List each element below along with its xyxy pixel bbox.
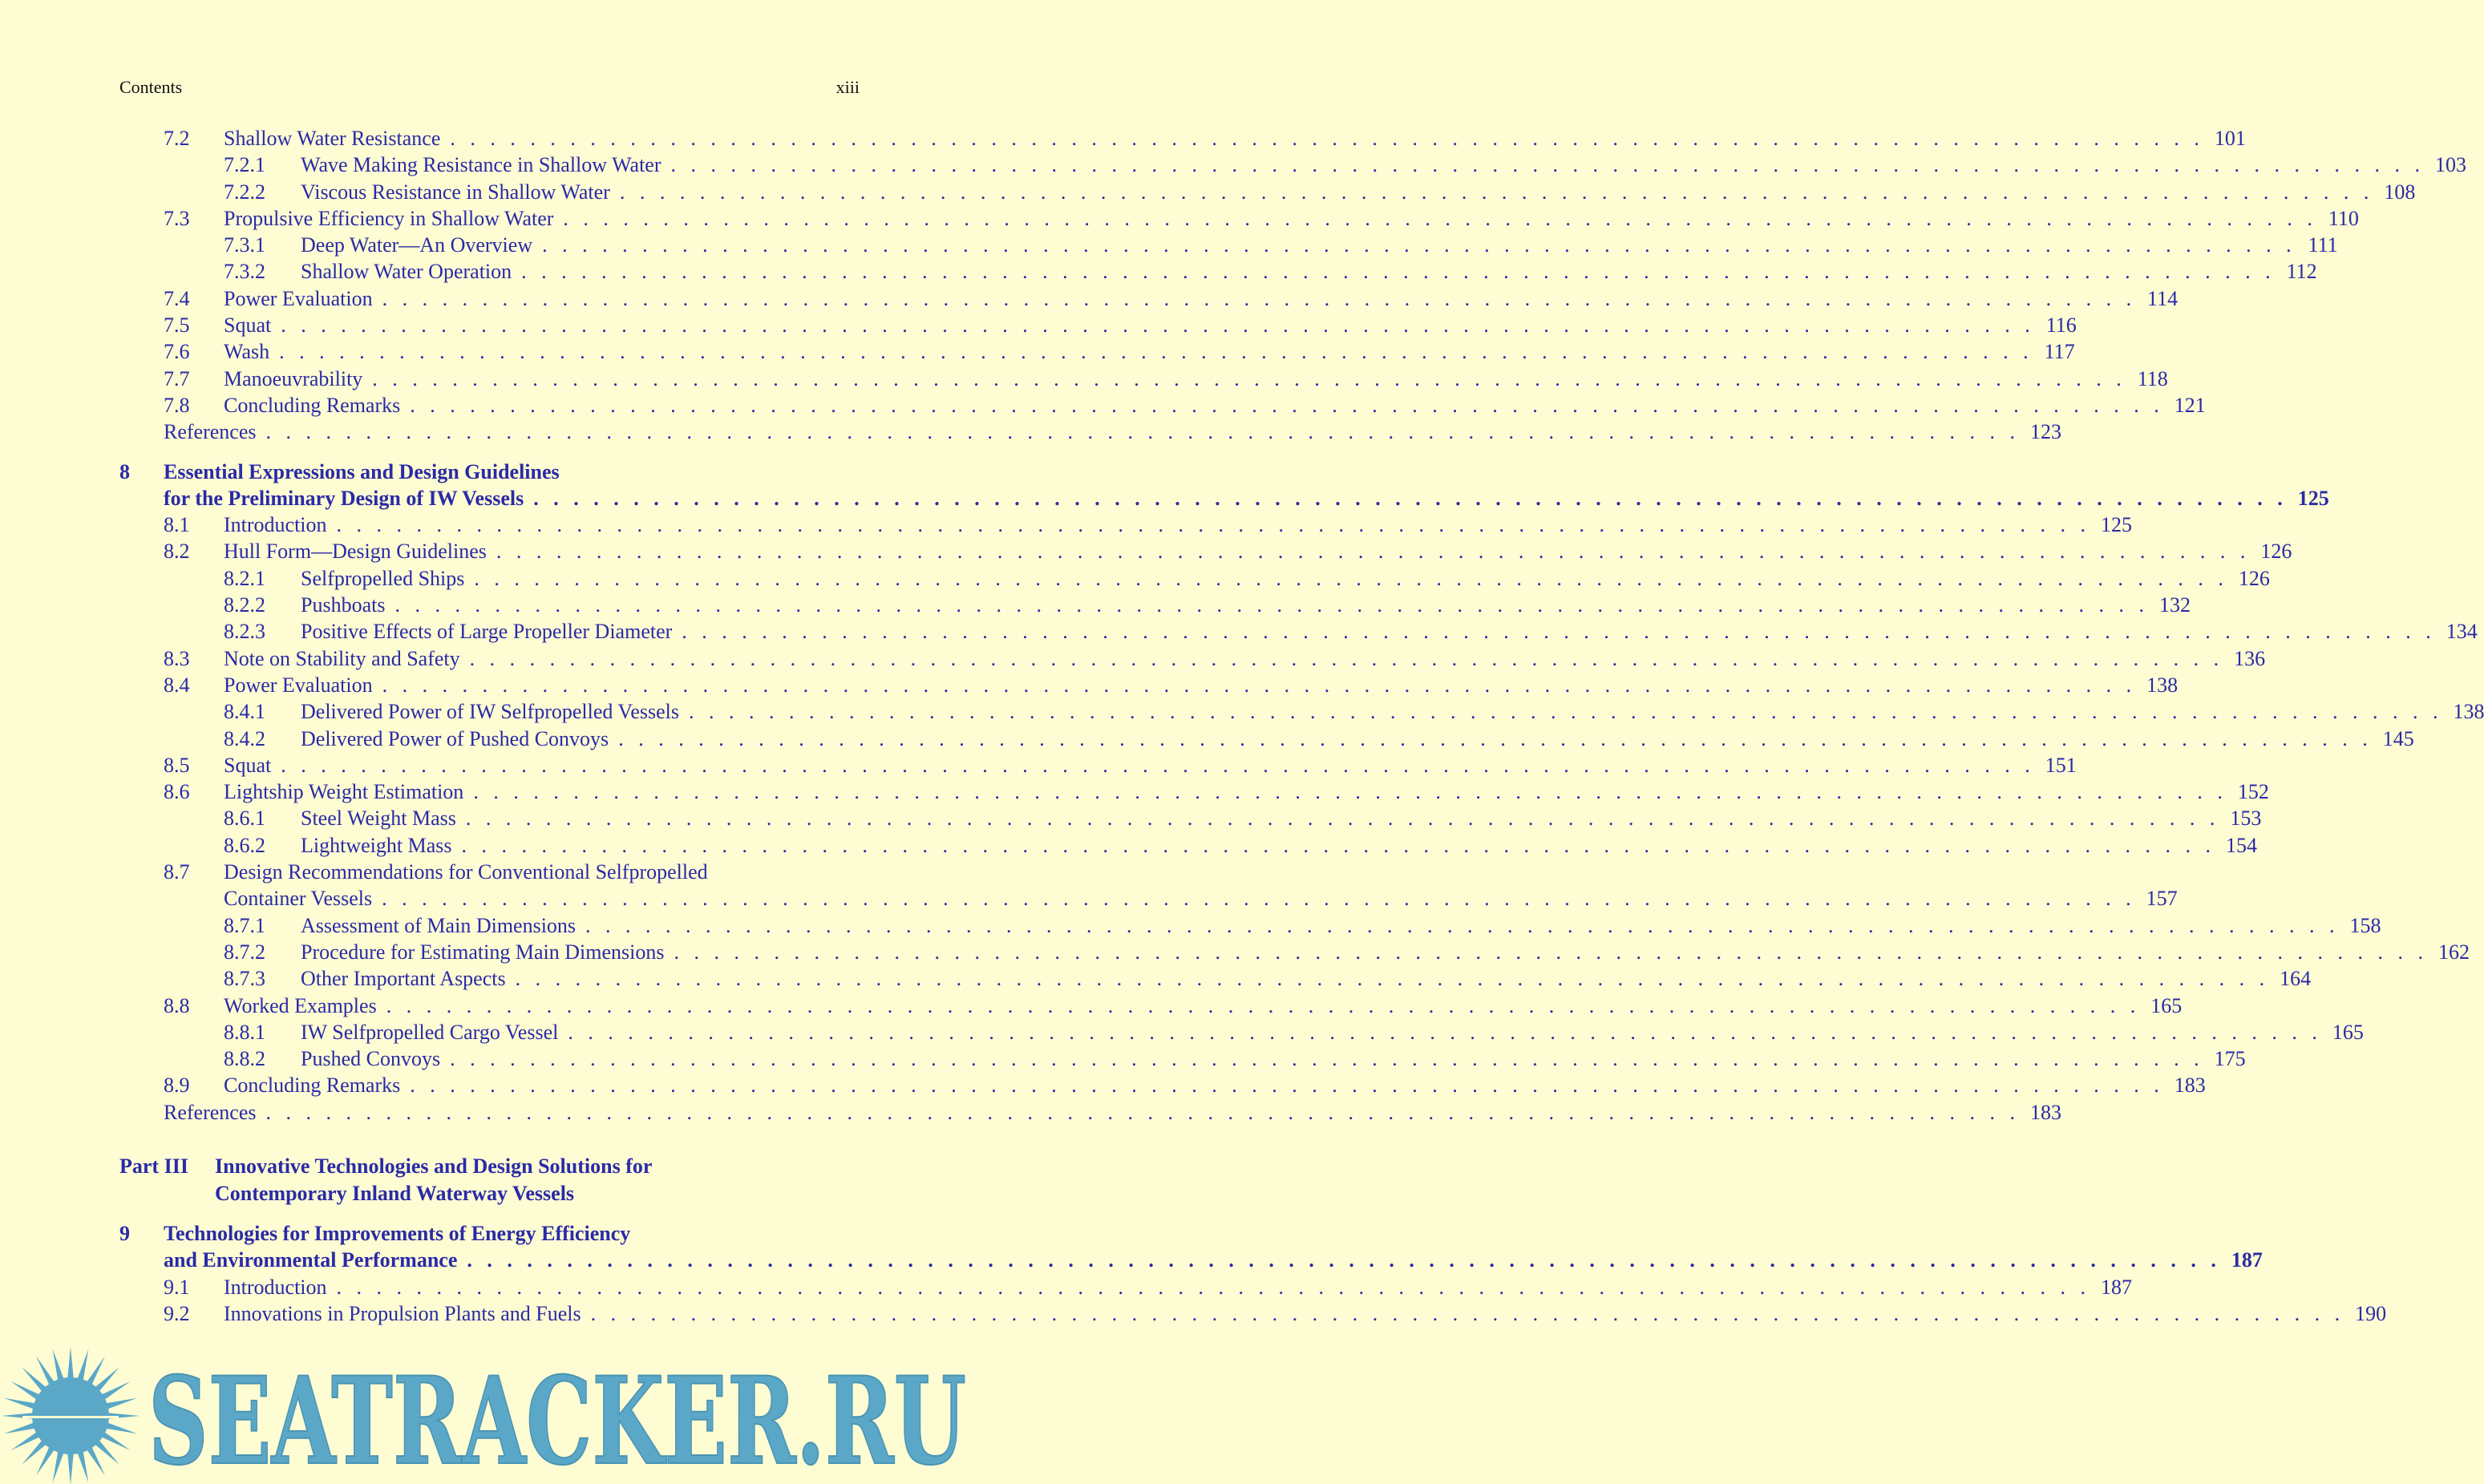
toc-section-number: 8.6 bbox=[164, 780, 190, 804]
toc-section-number: 7.2 bbox=[164, 127, 190, 150]
toc-subsection-number: 7.3.1 bbox=[224, 233, 265, 257]
toc-entry[interactable] bbox=[119, 940, 2470, 967]
toc-leader-dots bbox=[450, 1047, 2204, 1071]
toc-leader-dots bbox=[585, 914, 2340, 938]
toc-subsection-number: 8.7.1 bbox=[224, 913, 265, 937]
toc-entry-title: Wash bbox=[224, 340, 270, 364]
toc-leader-dots bbox=[382, 887, 2136, 911]
toc-section-number: 8.3 bbox=[164, 646, 190, 670]
toc-entry-title: Introduction bbox=[224, 1275, 327, 1299]
toc-entry-title: Worked Examples bbox=[224, 993, 377, 1017]
toc-leader-dots bbox=[265, 1101, 2020, 1125]
toc-leader-dots bbox=[386, 994, 2141, 1018]
toc-entry[interactable] bbox=[119, 1301, 2387, 1328]
page-number: xiii bbox=[835, 77, 860, 97]
toc-leader-dots bbox=[337, 513, 2091, 537]
toc-leader-dots bbox=[496, 540, 2251, 564]
toc-entry-title: Manoeuvrability bbox=[224, 366, 363, 390]
toc-entry[interactable] bbox=[119, 753, 2077, 780]
toc-entry-title: Lightship Weight Estimation bbox=[224, 780, 464, 804]
toc-leader-dots bbox=[281, 313, 2035, 338]
toc-page-number: 187 bbox=[2231, 1248, 2263, 1272]
toc-entry-title: Essential Expressions and Design Guidelines bbox=[164, 459, 560, 483]
toc-entry-title: Squat bbox=[224, 753, 272, 777]
toc-page-number: 187 bbox=[2101, 1275, 2133, 1299]
toc-entry-title: Other Important Aspects bbox=[301, 967, 506, 991]
toc-entry[interactable] bbox=[119, 1275, 2133, 1302]
sun-logo-icon bbox=[2, 1347, 140, 1484]
toc-page-number: 126 bbox=[2238, 566, 2270, 590]
toc-entry[interactable] bbox=[119, 593, 2191, 620]
toc-page-number: 138 bbox=[2453, 700, 2484, 724]
toc-entry-title: and Environmental Performance bbox=[164, 1248, 458, 1272]
toc-page-number: 162 bbox=[2437, 940, 2470, 964]
toc-entry[interactable] bbox=[119, 366, 2168, 394]
sun-ray bbox=[53, 1349, 65, 1383]
toc-page-number: 103 bbox=[2435, 153, 2467, 177]
toc-entry[interactable] bbox=[119, 393, 2206, 420]
toc-page-number: 190 bbox=[2355, 1301, 2387, 1325]
toc-entry[interactable] bbox=[119, 860, 860, 887]
toc-entry-title: Squat bbox=[224, 313, 272, 338]
toc-entry-title: Lightweight Mass bbox=[301, 833, 452, 857]
toc-entry[interactable] bbox=[119, 993, 2183, 1021]
running-head bbox=[119, 77, 860, 98]
toc-subsection-number: 8.2.2 bbox=[224, 593, 265, 617]
toc-section-number: 8.7 bbox=[164, 860, 190, 884]
toc-entry[interactable] bbox=[119, 1248, 2263, 1275]
toc-entry[interactable] bbox=[119, 233, 2338, 260]
toc-entry-title: Wave Making Resistance in Shallow Water bbox=[301, 153, 661, 177]
toc-leader-dots bbox=[372, 367, 2126, 391]
toc-leader-dots bbox=[410, 1074, 2164, 1098]
toc-entry[interactable] bbox=[119, 127, 2246, 153]
toc-page-number: 164 bbox=[2280, 967, 2312, 991]
toc-page-number: 134 bbox=[2446, 620, 2478, 644]
running-head-title: Contents bbox=[119, 77, 183, 97]
toc-entry-title: Deep Water—An Overview bbox=[301, 233, 533, 257]
toc-page-number: 136 bbox=[2234, 646, 2266, 670]
toc-entry-title: Innovations in Propulsion Plants and Fuels bbox=[224, 1301, 581, 1325]
toc-entry-title: Introduction bbox=[224, 513, 327, 537]
toc-entry[interactable] bbox=[119, 967, 2312, 993]
toc-page-number: 152 bbox=[2237, 780, 2269, 804]
toc-leader-dots bbox=[474, 567, 2228, 591]
toc-entry[interactable] bbox=[119, 646, 2266, 673]
toc-page-number: 145 bbox=[2382, 726, 2414, 750]
sun-ray bbox=[77, 1349, 89, 1383]
toc-page-number: 183 bbox=[2174, 1074, 2206, 1098]
toc-page-number: 125 bbox=[2101, 513, 2133, 537]
toc-leader-dots bbox=[467, 1248, 2221, 1272]
toc-entry[interactable] bbox=[119, 260, 2317, 286]
toc-entry-title: Propulsive Efficiency in Shallow Water bbox=[224, 206, 554, 230]
toc-entry-title: Technologies for Improvements of Energy Efficiency bbox=[164, 1221, 631, 1245]
toc-page-number: 175 bbox=[2214, 1047, 2246, 1071]
toc-entry[interactable] bbox=[119, 887, 2178, 913]
toc-leader-dots bbox=[279, 340, 2033, 364]
toc-page-number: 125 bbox=[2297, 486, 2329, 510]
toc-entry[interactable] bbox=[119, 700, 2484, 726]
toc-chapter-number: 8 bbox=[119, 459, 130, 483]
sun-ray bbox=[53, 1449, 65, 1482]
toc-leader-dots bbox=[533, 487, 2288, 511]
sun-ray bbox=[103, 1422, 137, 1434]
toc-leader-dots bbox=[281, 754, 2035, 778]
toc-entry-title: Hull Form—Design Guidelines bbox=[224, 540, 487, 564]
toc-leader-dots bbox=[265, 420, 2020, 444]
toc-page-number: 101 bbox=[2214, 127, 2246, 150]
toc-entry-title: for the Preliminary Design of IW Vessels bbox=[164, 486, 524, 510]
sun-ray bbox=[103, 1398, 137, 1410]
watermark-text: SEATRACKER.RU bbox=[148, 1351, 966, 1484]
toc-entry[interactable] bbox=[119, 1074, 2206, 1100]
toc-page-number: 118 bbox=[2137, 366, 2168, 390]
toc-entry[interactable] bbox=[119, 780, 2269, 807]
toc-entry-title: Assessment of Main Dimensions bbox=[301, 913, 576, 937]
toc-entry-title: Note on Stability and Safety bbox=[224, 646, 460, 670]
toc-page-number: 132 bbox=[2158, 593, 2191, 617]
toc-leader-dots bbox=[689, 700, 2443, 724]
toc-entry[interactable] bbox=[119, 486, 2329, 513]
toc-leader-dots bbox=[563, 207, 2317, 231]
toc-section-number: 8.5 bbox=[164, 753, 190, 777]
toc-entry-title: References bbox=[164, 1100, 257, 1124]
toc-leader-dots bbox=[466, 807, 2220, 831]
toc-section-number: 7.7 bbox=[164, 366, 190, 390]
toc-entry-title: Steel Weight Mass bbox=[301, 807, 456, 831]
toc-entry-title: Design Recommendations for Conventional Selfpropelled bbox=[224, 860, 708, 884]
toc-section-number: 8.1 bbox=[164, 513, 190, 537]
toc-section-number: 8.2 bbox=[164, 540, 190, 564]
toc-section-number: 7.4 bbox=[164, 286, 190, 310]
toc-subsection-number: 8.4.2 bbox=[224, 726, 265, 750]
toc-page-number: 183 bbox=[2029, 1100, 2061, 1124]
toc-leader-dots bbox=[473, 780, 2227, 804]
toc-entry-title: Power Evaluation bbox=[224, 286, 373, 310]
toc-subsection-number: 7.2.1 bbox=[224, 153, 265, 177]
toc-page-number: 121 bbox=[2174, 393, 2206, 417]
toc-entry[interactable] bbox=[119, 420, 2061, 447]
toc-part-heading[interactable] bbox=[119, 1182, 860, 1209]
toc-page-number: 123 bbox=[2029, 420, 2061, 444]
toc-chapter-number: 9 bbox=[119, 1221, 130, 1245]
toc-subsection-number: 8.8.1 bbox=[224, 1020, 265, 1044]
toc-leader-dots bbox=[591, 1302, 2345, 1326]
toc-page-number: 158 bbox=[2349, 913, 2381, 937]
toc-subsection-number: 8.2.3 bbox=[224, 620, 265, 644]
toc-entry[interactable] bbox=[119, 540, 2292, 566]
toc-section-number: 8.4 bbox=[164, 673, 190, 697]
toc-page-number: 117 bbox=[2044, 340, 2075, 364]
toc-entry[interactable] bbox=[119, 153, 2467, 180]
toc-page-number: 153 bbox=[2230, 807, 2262, 831]
toc-subsection-number: 8.6.1 bbox=[224, 807, 265, 831]
toc-entry[interactable] bbox=[119, 620, 2478, 646]
toc-page-number: 151 bbox=[2045, 753, 2077, 777]
watermark bbox=[0, 1347, 979, 1484]
toc-entry-title: Delivered Power of Pushed Convoys bbox=[301, 726, 609, 750]
toc-leader-dots bbox=[382, 673, 2137, 698]
toc-section-number: 7.3 bbox=[164, 206, 190, 230]
table-of-contents bbox=[119, 127, 2484, 1328]
toc-part-title: Contemporary Inland Waterway Vessels bbox=[215, 1181, 575, 1205]
toc-entry[interactable] bbox=[119, 673, 2179, 700]
toc-subsection-number: 7.2.2 bbox=[224, 180, 265, 204]
toc-entry[interactable] bbox=[119, 1047, 2246, 1074]
toc-page-number: 165 bbox=[2150, 993, 2183, 1017]
toc-entry[interactable] bbox=[119, 807, 2262, 833]
toc-leader-dots bbox=[394, 593, 2149, 617]
toc-entry-title: Pushboats bbox=[301, 593, 386, 617]
toc-entry[interactable] bbox=[119, 313, 2077, 340]
toc-entry-title: Power Evaluation bbox=[224, 673, 373, 697]
toc-page-number: 116 bbox=[2045, 313, 2077, 338]
toc-subsection-number: 8.8.2 bbox=[224, 1047, 265, 1071]
toc-leader-dots bbox=[470, 647, 2224, 671]
toc-leader-dots bbox=[542, 233, 2296, 257]
toc-entry[interactable] bbox=[119, 286, 2179, 313]
toc-leader-dots bbox=[674, 940, 2428, 964]
toc-leader-dots bbox=[516, 967, 2270, 991]
toc-part-heading[interactable] bbox=[119, 1154, 860, 1182]
toc-entry[interactable] bbox=[119, 566, 2270, 593]
toc-page-number: 138 bbox=[2146, 673, 2179, 697]
toc-entry-title: Delivered Power of IW Selfpropelled Vessels bbox=[301, 700, 679, 724]
toc-entry-title: Pushed Convoys bbox=[301, 1047, 441, 1071]
toc-page-number: 112 bbox=[2286, 260, 2317, 284]
toc-part-number: Part III bbox=[119, 1154, 188, 1178]
toc-entry-title: Container Vessels bbox=[224, 887, 373, 911]
toc-leader-dots bbox=[682, 620, 2436, 644]
toc-section-number: 7.8 bbox=[164, 393, 190, 417]
toc-leader-dots bbox=[620, 180, 2374, 204]
toc-entry-title: Shallow Water Resistance bbox=[224, 127, 441, 150]
toc-subsection-number: 8.4.1 bbox=[224, 700, 265, 724]
toc-entry-title: Positive Effects of Large Propeller Diameter bbox=[301, 620, 673, 644]
toc-leader-dots bbox=[382, 287, 2137, 311]
toc-subsection-number: 8.7.2 bbox=[224, 940, 265, 964]
toc-entry[interactable] bbox=[119, 180, 2416, 207]
toc-leader-dots bbox=[521, 260, 2276, 284]
toc-entry-title: Concluding Remarks bbox=[224, 1074, 401, 1098]
toc-section-number: 8.8 bbox=[164, 993, 190, 1017]
sun-ray bbox=[67, 1451, 74, 1484]
toc-entry[interactable] bbox=[119, 340, 2075, 366]
toc-page-number: 157 bbox=[2146, 887, 2178, 911]
toc-section-number: 9.1 bbox=[164, 1275, 190, 1299]
toc-page-number: 110 bbox=[2328, 206, 2359, 230]
sun-ray bbox=[4, 1398, 38, 1410]
toc-page-number: 114 bbox=[2147, 286, 2179, 310]
toc-subsection-number: 8.7.3 bbox=[224, 967, 265, 991]
toc-entry[interactable] bbox=[119, 833, 2257, 860]
toc-leader-dots bbox=[618, 727, 2373, 751]
sun-ray bbox=[4, 1422, 38, 1434]
toc-entry[interactable] bbox=[119, 1020, 2364, 1047]
toc-entry[interactable] bbox=[119, 460, 860, 487]
toc-entry[interactable] bbox=[119, 726, 2414, 754]
toc-entry[interactable] bbox=[119, 1100, 2061, 1127]
toc-entry-title: Viscous Resistance in Shallow Water bbox=[301, 180, 610, 204]
toc-subsection-number: 8.6.2 bbox=[224, 833, 265, 857]
toc-leader-dots bbox=[450, 127, 2204, 151]
toc-entry[interactable] bbox=[119, 206, 2359, 233]
sun-ray bbox=[77, 1449, 89, 1482]
toc-part-title: Innovative Technologies and Design Solutions for bbox=[215, 1154, 653, 1178]
toc-page-number: 165 bbox=[2332, 1020, 2364, 1044]
toc-entry[interactable] bbox=[119, 913, 2381, 940]
toc-leader-dots bbox=[671, 153, 2425, 177]
toc-section-number: 9.2 bbox=[164, 1301, 190, 1325]
toc-section-number: 8.9 bbox=[164, 1074, 190, 1098]
toc-section-number: 7.5 bbox=[164, 313, 190, 338]
toc-page-number: 108 bbox=[2384, 180, 2416, 204]
toc-leader-dots bbox=[462, 834, 2216, 858]
sun-ray bbox=[67, 1347, 74, 1381]
toc-entry-title: Procedure for Estimating Main Dimensions bbox=[301, 940, 665, 964]
toc-leader-dots bbox=[568, 1021, 2322, 1045]
toc-page-number: 154 bbox=[2226, 833, 2257, 857]
toc-page-number: 126 bbox=[2260, 540, 2292, 564]
toc-leader-dots bbox=[410, 394, 2164, 418]
toc-subsection-number: 8.2.1 bbox=[224, 566, 265, 590]
toc-entry[interactable] bbox=[119, 1222, 860, 1248]
toc-leader-dots bbox=[337, 1276, 2091, 1300]
toc-page-number: 111 bbox=[2308, 233, 2338, 257]
toc-entry-title: IW Selfpropelled Cargo Vessel bbox=[301, 1020, 559, 1044]
toc-section-number: 7.6 bbox=[164, 340, 190, 364]
toc-entry-title: Concluding Remarks bbox=[224, 393, 401, 417]
toc-entry[interactable] bbox=[119, 513, 2133, 540]
toc-entry-title: Selfpropelled Ships bbox=[301, 566, 465, 590]
toc-subsection-number: 7.3.2 bbox=[224, 260, 265, 284]
toc-entry-title: References bbox=[164, 420, 257, 444]
toc-entry-title: Shallow Water Operation bbox=[301, 260, 512, 284]
